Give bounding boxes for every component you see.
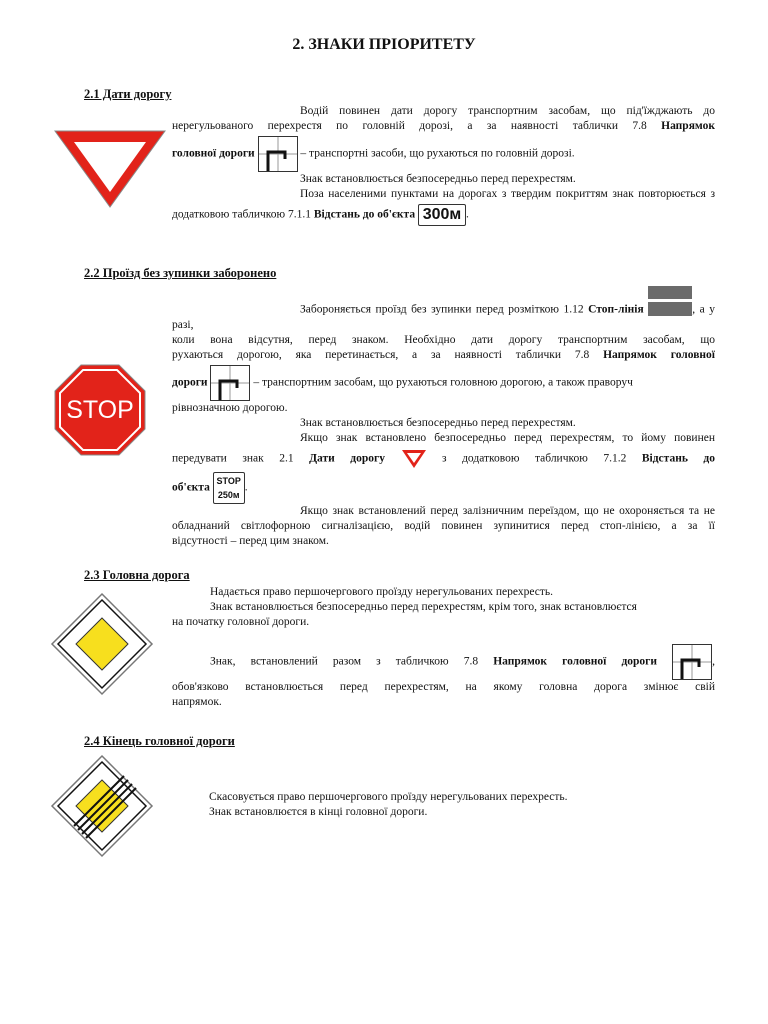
main-road-direction-plate-icon	[672, 644, 712, 680]
stop-sign-text: STOP	[66, 396, 134, 424]
text-line: відсутності – перед цим знаком.	[172, 535, 329, 547]
text-line: нерегульованого перехрестя по головній дорозі, а за наявності таблички 7.8	[172, 120, 662, 132]
main-road-direction-plate-icon	[258, 136, 298, 172]
section-2-4-text	[209, 790, 709, 820]
text-line: .	[244, 481, 248, 494]
text-line: Знак встановлюєтся в кінці головної дороги.	[209, 806, 428, 818]
text-line: обладнаний світлофорною сигналізацією, водій повинен зупинитися перед стоп-лінією, а за її	[172, 520, 715, 532]
text-line: Поза населеними пунктами на дорогах з твердим покриттям знак повторюється з	[300, 188, 715, 200]
plate-distance-text: 250м	[217, 490, 240, 500]
bold-term: Відстань до	[641, 452, 715, 465]
text-line: передувати знак 2.1	[172, 452, 310, 465]
section-2-2-text	[172, 282, 715, 549]
section-2-3-heading: 2.3 Головна дорога	[84, 568, 190, 582]
text-line: .	[465, 208, 469, 221]
text-line: – транспортним засобам, що рухаються головною дорогою, а також праворуч	[250, 376, 633, 389]
text-line: Знак встановлюється безпосередньо перед перехрестям.	[300, 417, 576, 429]
text-line: Забороняється проїзд без зупинки перед розміткою 1.12	[300, 303, 589, 316]
text-line: Знак встановлюється безпосередньо перед перехрестям, крім того, знак встановлюєтся	[210, 601, 637, 613]
yield-sign-small-icon	[401, 449, 427, 469]
text-line: Знак, встановлений разом з табличкою 7.8	[210, 655, 494, 668]
text-line: рухаються дорогою, яка перетинається, а за наявності таблички 7.8	[172, 349, 604, 361]
bold-term: Напрямок головної	[603, 349, 716, 361]
text-line: з додатковою табличкою 7.1.2	[426, 452, 642, 465]
section-2-4-heading: 2.4 Кінець головної дороги	[84, 734, 235, 748]
bold-term: об'єкта	[172, 481, 210, 494]
bold-term: Стоп-лінія	[588, 303, 644, 316]
distance-plate-stop-250	[213, 472, 245, 504]
text-line: додатковою табличкою 7.1.1	[172, 208, 314, 221]
plate-stop-text: STOP	[216, 476, 241, 486]
bold-term: Напрямок головної дороги	[493, 655, 658, 668]
bold-term: Напрямок	[661, 120, 715, 132]
text-line: Скасовується право першочергового проїзду нерегульованих перехресть.	[209, 791, 568, 803]
stop-sign-icon	[54, 364, 146, 456]
text-line: ,	[712, 655, 716, 668]
section-2-2-heading: 2.2 Проїзд без зупинки заборонено	[84, 266, 277, 280]
text-line: обов'язково встановлюється перед перехрестям, на якому головна дорога змінює свій	[172, 681, 715, 693]
yield-sign-icon	[52, 128, 168, 210]
section-2-1-text	[172, 104, 715, 226]
bold-term: дороги	[172, 376, 208, 389]
text-line: рівнозначною дорогою.	[172, 402, 288, 414]
text-line: – транспортні засоби, що рухаються по головній дорозі.	[297, 147, 575, 160]
text-line: напрямок.	[172, 696, 222, 708]
text-line: , а у разі,	[172, 303, 716, 331]
main-road-sign-icon	[50, 592, 154, 696]
text-line: Знак встановлюється безпосередньо перед перехрестям.	[300, 173, 576, 185]
text-line: коли вона відсутня, перед знаком. Необхідно дати дорогу транспортним засобам, що	[172, 334, 715, 346]
stop-line-marking-icon	[648, 286, 692, 318]
distance-plate-300: 300м	[418, 204, 466, 226]
bold-term: головної дороги	[172, 147, 255, 160]
section-2-3-text	[172, 585, 715, 710]
text-line: Якщо знак встановлений перед залізничним переїздом, що не охороняється та не	[300, 505, 715, 517]
section-2-1-heading: 2.1 Дати дорогу	[84, 87, 172, 101]
bold-term: Відстань до об'єкта	[313, 208, 416, 221]
text-line: Надається право першочергового проїзду нерегульованих перехресть.	[210, 586, 554, 598]
text-line: на початку головної дороги.	[172, 616, 310, 628]
text-line: Якщо знак встановлено безпосередньо перед перехрестям, то йому повинен	[300, 432, 715, 444]
main-road-direction-plate-icon	[210, 365, 250, 401]
bold-term: Дати дорогу	[309, 452, 385, 465]
page-title: 2. ЗНАКИ ПРІОРИТЕТУ	[292, 36, 476, 53]
end-main-road-sign-icon	[50, 754, 154, 858]
text-line: Водій повинен дати дорогу транспортним засобам, що під'їжджають до	[300, 105, 715, 117]
